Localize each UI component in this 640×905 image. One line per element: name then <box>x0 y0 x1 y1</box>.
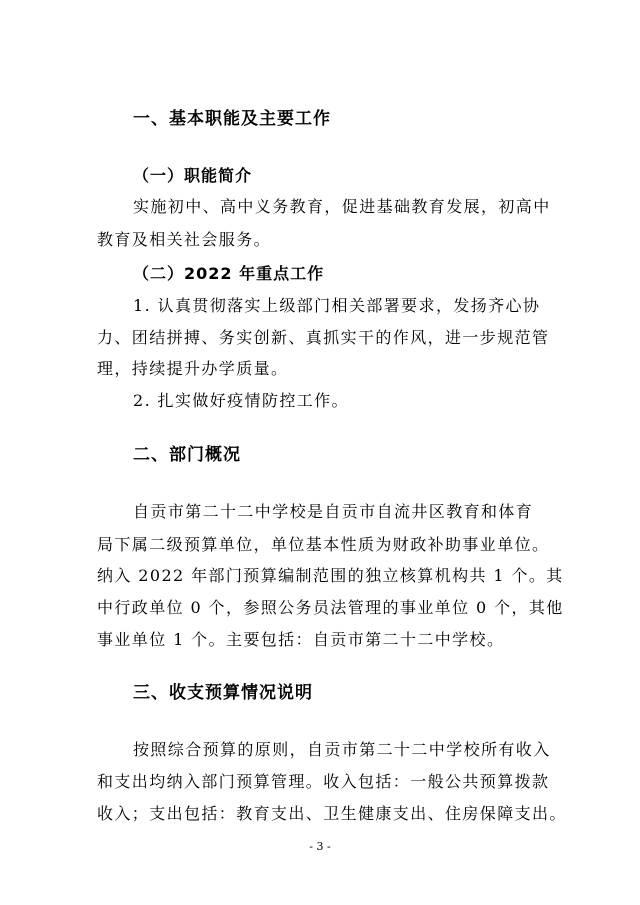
subsection-heading-function-intro: （一）职能简介 <box>133 166 253 185</box>
paragraph-line: 中行政单位 0 个，参照公务员法管理的事业单位 0 个，其他 <box>97 598 564 617</box>
section-heading-basic-functions: 一、基本职能及主要工作 <box>133 109 331 129</box>
paragraph-line: 理，持续提升办学质量。 <box>97 359 289 378</box>
section-heading-budget-explanation: 三、收支预算情况说明 <box>133 683 313 703</box>
paragraph-line: 2. 扎实做好疫情防控工作。 <box>133 391 349 410</box>
paragraph-line: 纳入 2022 年部门预算编制范围的独立核算机构共 1 个。其 <box>97 566 564 585</box>
paragraph-line: 教育及相关社会服务。 <box>97 230 272 249</box>
paragraph-line: 力、团结拼搏、务实创新、真抓实干的作风，进一步规范管 <box>97 328 550 347</box>
paragraph-line: 实施初中、高中义务教育，促进基础教育发展，初高中 <box>133 197 551 216</box>
paragraph-line: 自贡市第二十二中学校是自贡市自流井区教育和体育 <box>133 502 534 521</box>
paragraph-line: 事业单位 1 个。主要包括：自贡市第二十二中学校。 <box>97 630 505 649</box>
section-heading-department-overview: 二、部门概况 <box>133 445 241 465</box>
paragraph-line: 和支出均纳入部门预算管理。收入包括：一般公共预算拨款 <box>97 772 550 791</box>
page-number: - 3 - <box>309 840 331 853</box>
paragraph-line: 按照综合预算的原则，自贡市第二十二中学校所有收入 <box>133 740 551 759</box>
paragraph-line: 1. 认真贯彻落实上级部门相关部署要求，发扬齐心协 <box>133 296 541 315</box>
paragraph-line: 收入；支出包括：教育支出、卫生健康支出、住房保障支出。 <box>97 804 567 823</box>
subsection-heading-2022-key-work: （二）2022 年重点工作 <box>133 264 325 283</box>
paragraph-line: 局下属二级预算单位，单位基本性质为财政补助事业单位。 <box>97 535 550 554</box>
